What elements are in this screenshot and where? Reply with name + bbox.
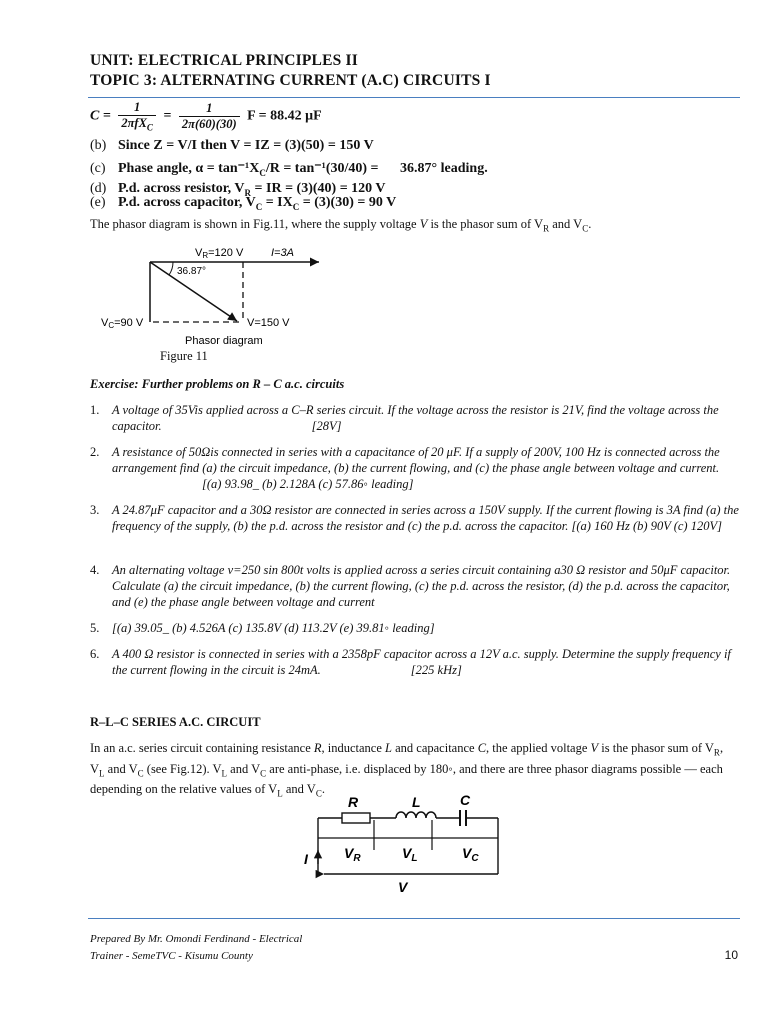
phasor-intro: The phasor diagram is shown in Fig.11, where the supply voltage V is the phasor sum of $V_R$ and $V_C$. <box>90 217 592 234</box>
exercise-item-1: 1. A voltage of 35Vis applied across a C–R series circuit. If the voltage across the resistor is 21V, find the voltage across the capacitor. [28V] <box>90 403 719 433</box>
c-label: C <box>460 792 471 808</box>
vc-circuit-label: $V_C$ <box>462 845 479 864</box>
rlc-circuit-diagram <box>300 792 530 900</box>
exercise-item-5: 5. [(a) 39.05_ (b) 4.526A (c) 135.8V (d) 113.2V (e) 39.81◦ leading] <box>90 621 435 635</box>
current-label: I=3A <box>271 247 294 259</box>
resistor-symbol <box>342 813 370 823</box>
exercise-item-4: 4. An alternating voltage v=250 sin 800t volts is applied across a series circuit containing a30 Ω resistor and 50μF capacitor. Calculate (a) the circuit impedance, (b) the current flowing, (c) the p.d. across the resistor, (d) the p.d. across the capacitor, and (e) the phase angle between voltage and current <box>90 563 731 609</box>
page-number: 10 <box>724 948 738 962</box>
fraction-1: $\frac{1}{2\pi fX_C}$ <box>118 100 156 133</box>
phase-angle-result: 36.87° leading. <box>400 161 488 176</box>
footer-rule <box>88 918 740 919</box>
equation-b: (b) Since Z = V/I then V = IZ = (3)(50) = 150 V <box>90 138 374 153</box>
header-rule <box>88 97 740 98</box>
diagram-caption: Phasor diagram <box>185 335 263 347</box>
angle-label: 36.87° <box>177 266 207 277</box>
rlc-heading: R–L–C SERIES A.C. CIRCUIT <box>90 715 261 729</box>
vl-circuit-label: $V_L$ <box>402 845 418 864</box>
i-label: I <box>304 851 308 867</box>
exercise-item-3: 3. A 24.87μF capacitor and a 30Ω resistor are connected in series across a 150V supply. If the current flowing is 3A find (a) the frequency of the supply, (b) the p.d. across the resistor and (c) the p.d. across the capacitor. [(a) 160 Hz (b) 90V (c) 120V] <box>90 503 739 533</box>
exercise-item-6: 6. A 400 Ω resistor is connected in series with a 2358pF capacitor across a 12V a.c. supply. Determine the supply frequency if the current flowing in the circuit is 24mA. [225 kHz] <box>90 647 731 677</box>
l-label: L <box>412 794 421 810</box>
topic-title: TOPIC 3: ALTERNATING CURRENT (A.C) CIRCUITS I <box>90 72 491 89</box>
exercise-title: Exercise: Further problems on R – C a.c. circuits <box>90 377 345 391</box>
exercise-item-2: 2. A resistance of 50Ωis connected in series with a capacitance of 20 μF. If a supply of 200V, 100 Hz is connected across the arrangement find (a) the circuit impedance, (b) the current flowing, and (c) the phase angle between voltage and current.[(a) 93.98_ (b) 2.128A (c) 57.86◦ leading] <box>90 445 720 491</box>
figure-11-caption: Figure 11 <box>160 349 208 363</box>
phasor-diagram <box>95 240 335 350</box>
equation-d: (d) P.d. across resistor, $V_R$ = IR = (3)(40) = 120 V <box>90 181 386 198</box>
vr-label: VR=120 V <box>195 247 244 260</box>
equation-e: (e) P.d. across capacitor, $V_C = IX_C = (3)(30) = 90$ V <box>90 195 397 212</box>
capacitance-equation: C = $\frac{1}{2\pi fX_C}$ = $\frac{1}{2\pi(60)(30)}$ F = 88.42 μF <box>90 100 322 133</box>
fraction-2: $\frac{1}{2\pi(60)(30)}$ <box>179 101 240 132</box>
v-label: V=150 V <box>247 317 290 329</box>
footer-line-1: Prepared By Mr. Omondi Ferdinand - Electrical <box>90 933 303 945</box>
unit-title: UNIT: ELECTRICAL PRINCIPLES II <box>90 52 358 69</box>
v-circuit-label: V <box>398 879 408 895</box>
vr-circuit-label: $V_R$ <box>344 845 361 864</box>
footer-line-2: Trainer - SemeTVC - Kisumu County <box>90 950 253 962</box>
equation-c: (c) Phase angle, $\alpha = \tan^{-1}X_C/R = \tan^{-1}(30/40) = 36.87^\circ$ leading. <box>90 161 488 178</box>
rlc-paragraph: In an a.c. series circuit containing resistance R, inductance L and capacitance C, the applied voltage V is the phasor sum of $V_R$, $V_L$ and $V_C$ (see Fig.12). $V_L$ and $V_C$ are anti-phase, i.e. displaced by 180◦, and there are three phasor diagrams possible — each depending on the relative values of $V_L$ and $V_C$. <box>90 741 724 799</box>
angle-arc <box>169 262 173 275</box>
vc-label: VC=90 V <box>101 317 144 330</box>
r-label: R <box>348 794 359 810</box>
inductor-symbol <box>396 812 436 818</box>
